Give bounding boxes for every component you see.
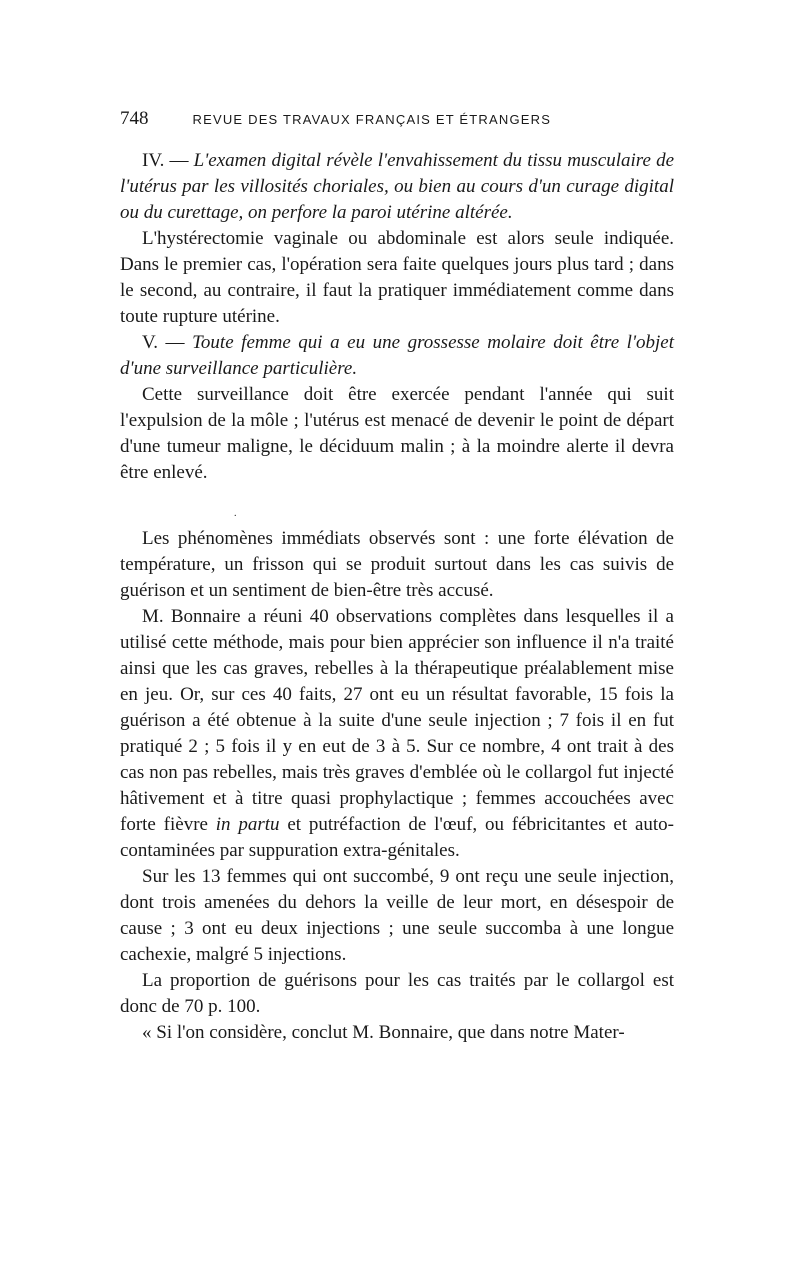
- section-label-iv: IV. —: [142, 150, 194, 171]
- book-page: [120, 108, 674, 1046]
- in-partu: in partu: [215, 814, 280, 835]
- section-text-iv: L'examen digital révèle l'envahissement du tissu musculaire de l'utérus par les villosités choriales, ou bien au cours d'un curage digital ou du curettage, on perfore la paroi utérine altérée.: [120, 150, 674, 223]
- paragraph-quote-start: « Si l'on considère, conclut M. Bonnaire, que dans notre Mater-: [142, 1022, 625, 1043]
- paragraph-iv: [120, 148, 674, 226]
- paragraph-bonnaire-observations: M. Bonnaire a réuni 40 observations complètes dans lesquelles il a utilisé cette méthode, mais pour bien apprécier son influence il n'a traité ainsi que les cas graves, rebelles à la thérapeutique préalablement mise en jeu. Or, sur ces 40 faits, 27 ont eu un résultat favorable, 15 fois la guérison a été obtenue à la suite d'une seule injection ; 7 fois il en fut pratiqué 2 ; 5 fois il y en eut de 3 à 5. Sur ce nombre, 4 ont trait à des cas non pas rebelles, mais très graves d'emblée où le collargol fut injecté hâtivement et à titre quasi prophylactique ; femmes accouchées avec forte fièvre in partu et putréfaction de l'œuf, ou fébricitantes et auto-contaminées par suppuration extra-génitales.: [120, 606, 674, 861]
- stray-mark: .: [234, 508, 237, 519]
- page-header: [120, 108, 674, 130]
- paragraph-proportion: La proportion de guérisons pour les cas traités par le collargol est donc de 70 p. 100.: [120, 970, 674, 1017]
- section-text-v: Toute femme qui a eu une grossesse molaire doit être l'objet d'une surveillance particulière.: [120, 332, 674, 379]
- paragraph-deaths: Sur les 13 femmes qui ont succombé, 9 ont reçu une seule injection, dont trois amenées du dehors la veille de leur mort, en désespoir de cause ; 3 ont eu deux injections ; une seule succomba à une longue cachexie, malgré 5 injections.: [120, 866, 674, 965]
- running-title: REVUE DES TRAVAUX FRANÇAIS ET ÉTRANGERS: [192, 112, 552, 127]
- page-number: 748: [120, 108, 149, 129]
- paragraph-surveillance: Cette surveillance doit être exercée pendant l'année qui suit l'expulsion de la môle ; l'utérus est menacé de devenir le point de départ d'une tumeur maligne, le déciduum malin ; à la moindre alerte il devra être enlevé.: [120, 384, 674, 483]
- section-gap: [120, 486, 674, 514]
- section-label-v: V. —: [142, 332, 193, 353]
- paragraph-hysterectomy: L'hystérectomie vaginale ou abdominale est alors seule indiquée. Dans le premier cas, l'opération sera faite quelques jours plus tard ; dans le second, au contraire, il faut la pratiquer immédiatement comme dans toute rupture utérine.: [120, 228, 674, 327]
- paragraph-phenomena: Les phénomènes immédiats observés sont : une forte élévation de température, un frisson qui se produit surtout dans les cas suivis de guérison et un sentiment de bien-être très accusé.: [120, 528, 674, 601]
- paragraph-v: [120, 330, 674, 382]
